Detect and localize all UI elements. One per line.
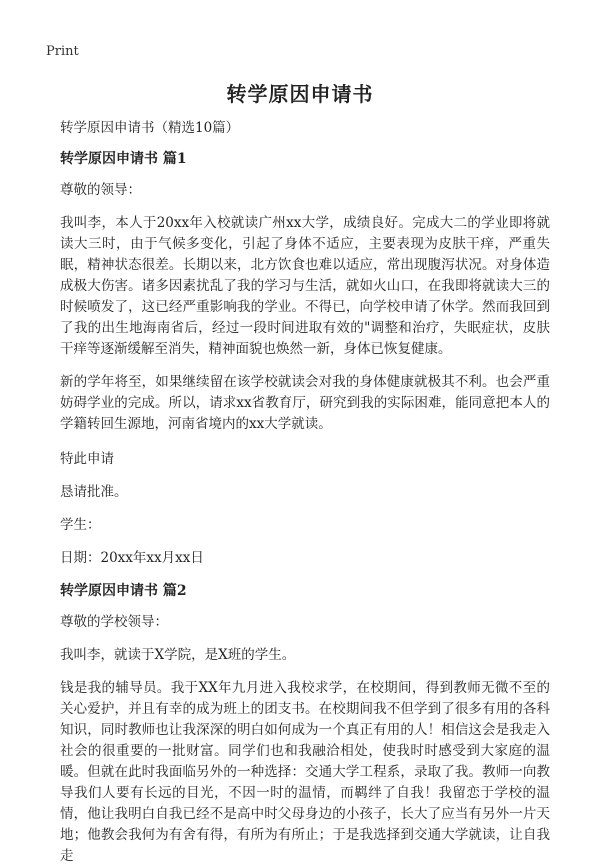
document-subtitle: 转学原因申请书（精选10篇）: [60, 120, 240, 136]
closing-line: 特此申请: [60, 451, 114, 467]
body-paragraph: 我叫李，本人于20xx年入校就读广州xx大学，成绩良好。完成大二的学业即将就读大三时，由于气候多变化，引起了身体不适应，主要表现为皮肤干痒，严重失眠，精神状态很差。长期以来，北方饮食也难以适应，常出现腹泻状况。对身体造成极大伤害。诸多因素扰乱了我的学习与生活，就如火山口，在我即将就读大三的时候喷发了，这已经严重影响我的学业。不得已，向学校申请了休学。然而我回到了我的出生地海南省后，经过一段时间进取有效的"调整和治疗，失眠症状，皮肤干痒等逐渐缓解至消失，精神面貌也焕然一新，身体已恢复健康。: [60, 215, 550, 357]
section-1: [60, 149, 550, 569]
section-heading: 转学原因申请书 篇2: [60, 583, 187, 599]
intro-line: 我叫李，就读于X学院，是X班的学生。: [60, 647, 296, 663]
salutation: 尊敬的领导：: [60, 182, 141, 198]
body-paragraph: 钱是我的辅导员。我于XX年九月进入我校求学，在校期间，得到教师无微不至的关心爱护，并且有幸的成为班上的团支书。在校期间我不但学到了很多有用的各科知识，同时教师也让我深深的明白如何成为一个真正有用的人！相信这会是我走入社会的很重要的一批财富。同学们也和我融洽相处，使我时时感受到大家庭的温暖。但就在此时我面临另外的一种选择：交通大学工程系，录取了我。教师一向教导我们人要有长远的目光，不因一时的温情，而羁绊了自我！我留恋于学校的温情，他让我明白自我已经不是高中时父母身边的小孩子，长大了应当有另外一片天地；他教会我何为有舍有得，有所为有所止；于是我选择到交通大学就读，让自我走: [60, 680, 550, 864]
student-signature-label: 学生：: [60, 517, 101, 533]
body-paragraph: 新的学年将至，如果继续留在该学校就读会对我的身体健康就极其不利。也会严重妨碍学业的完成。所以，请求xx省教育厅，研究到我的实际困难，能同意把本人的学籍转回生源地，河南省境内的xx大学就读。: [60, 374, 550, 432]
closing-line: 恳请批准。: [60, 484, 128, 500]
section-heading: 转学原因申请书 篇1: [60, 151, 187, 167]
document-title: 转学原因申请书: [226, 82, 374, 106]
document-body: [60, 118, 550, 867]
section-2: [60, 581, 550, 867]
date-line: 日期：20xx年xx月xx日: [60, 550, 204, 566]
salutation: 尊敬的学校领导：: [60, 614, 168, 630]
print-link[interactable]: Print: [46, 44, 79, 59]
